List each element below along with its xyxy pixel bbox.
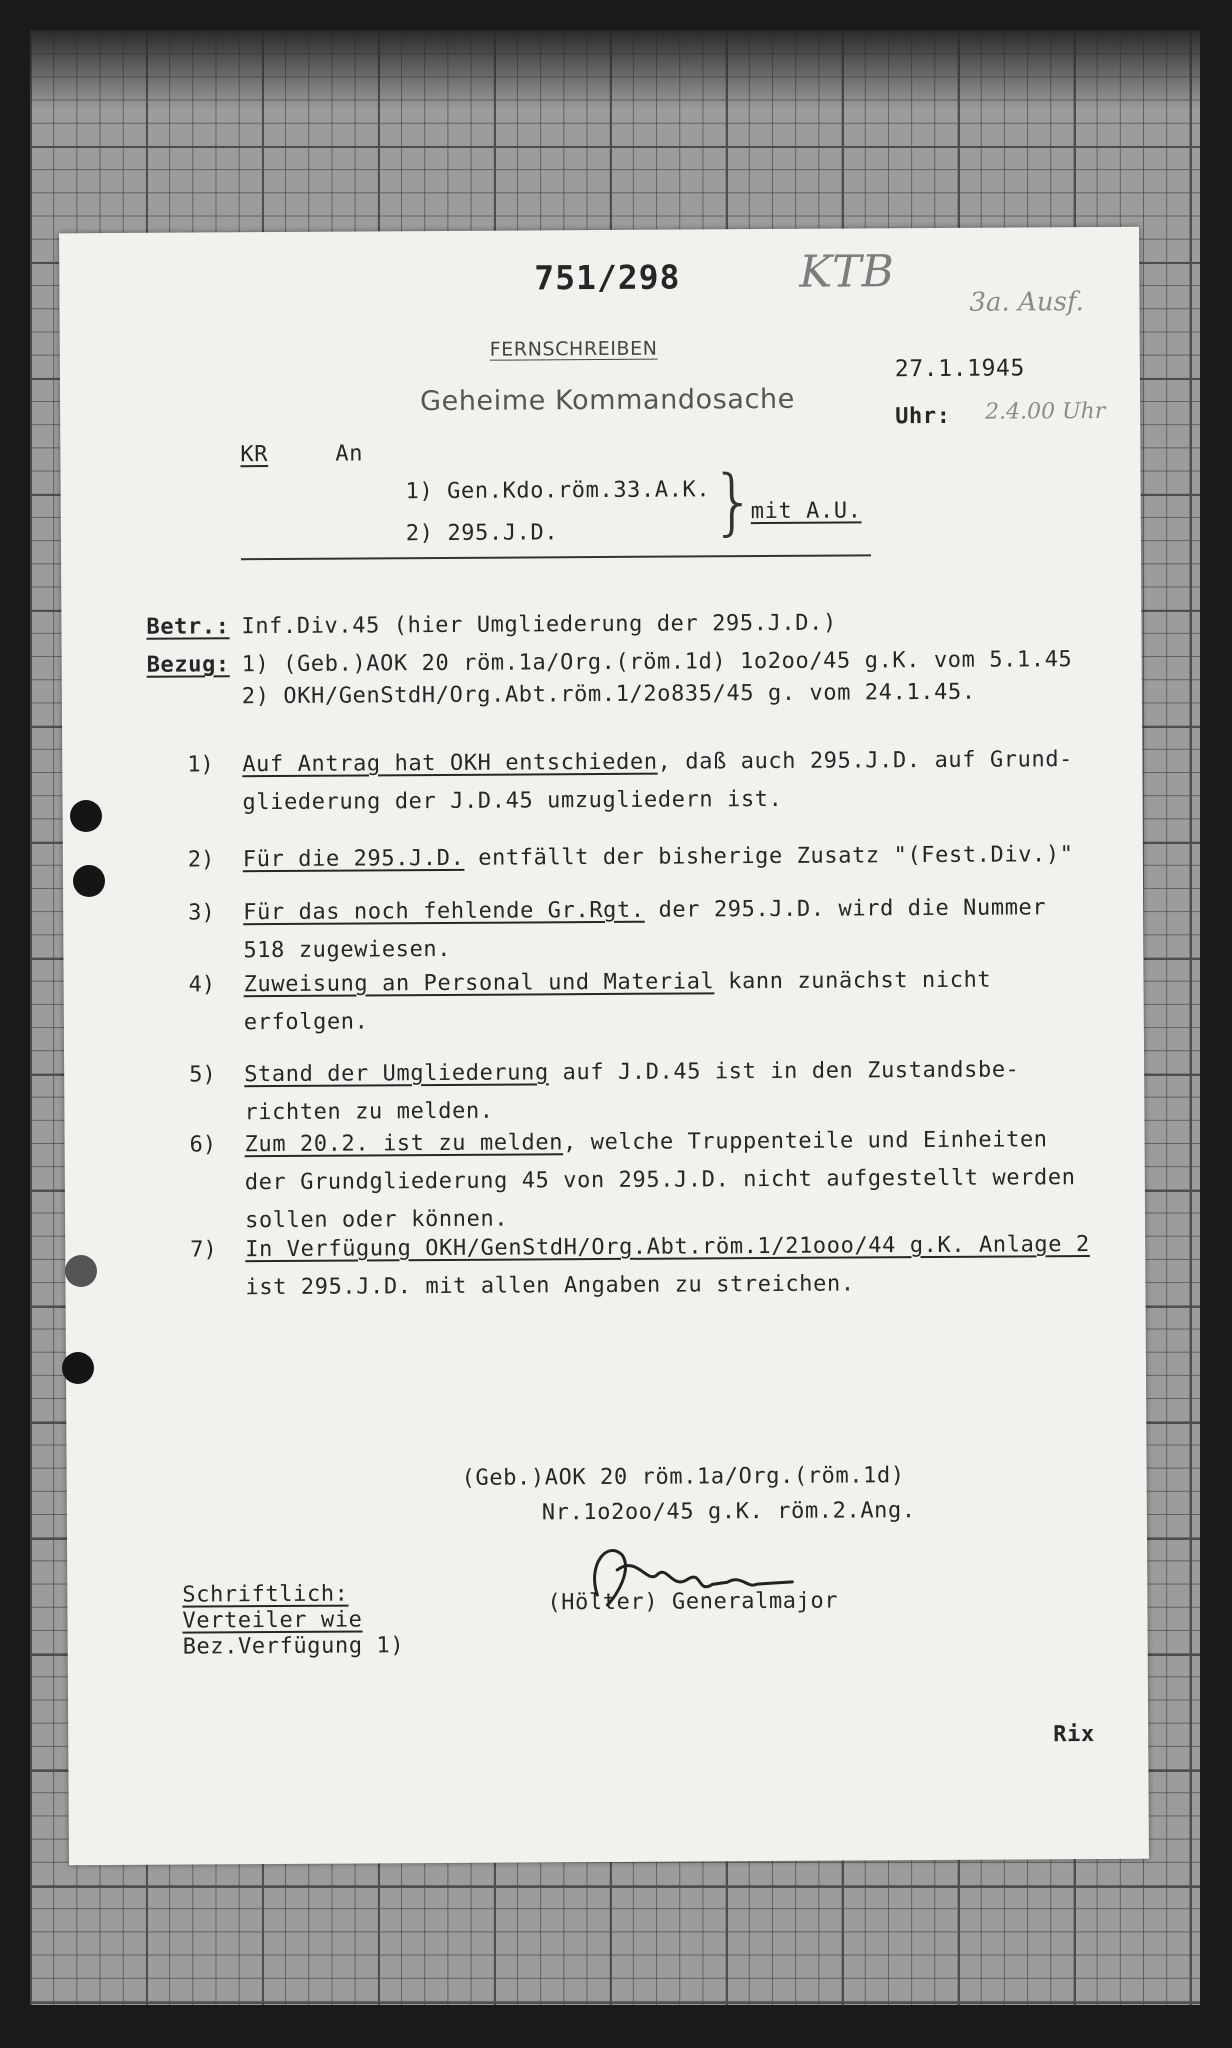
recipient-note: mit A.U.	[750, 498, 862, 525]
betr-text: Inf.Div.45 (hier Umgliederung der 295.J.D.)	[241, 610, 837, 640]
item-underlined-text: Für die 295.J.D.	[242, 845, 465, 873]
to-label: An	[335, 441, 364, 467]
recipient-1: 1) Gen.Kdo.röm.33.A.K.	[405, 477, 711, 505]
punch-hole	[65, 1255, 97, 1287]
betr-label: Betr.:	[146, 614, 230, 640]
time-label: Uhr:	[895, 403, 951, 430]
item-line	[242, 747, 1073, 777]
bezug-label: Bezug:	[146, 652, 230, 678]
item-underlined-text: Zuweisung an Personal und Material	[243, 969, 715, 998]
handwritten-note: 3a. Ausf.	[969, 287, 1084, 318]
item-line	[245, 1207, 508, 1234]
item-number: 1)	[187, 752, 214, 778]
item-number: 3)	[188, 900, 215, 926]
bezug-1: 1) (Geb.)AOK 20 röm.1a/Org.(röm.1d) 1o2oo/45 g.K. vom 5.1.45	[241, 647, 1073, 678]
photo-edge	[30, 30, 1200, 110]
item-line	[244, 968, 992, 998]
sender-line-1: (Geb.)AOK 20 röm.1a/Org.(röm.1d)	[461, 1463, 905, 1491]
item-line	[245, 1232, 1090, 1262]
recipient-2: 2) 295.J.D.	[405, 520, 559, 547]
typist-initials: Rix	[1053, 1722, 1095, 1748]
document-number: 751/298	[534, 257, 681, 298]
item-text: kann zunächst nicht	[714, 967, 992, 995]
item-text: auf J.D.45 ist in den Zustandsbe-	[548, 1057, 1020, 1086]
item-number: 5)	[189, 1062, 216, 1088]
item-text: richten zu melden.	[244, 1098, 494, 1126]
item-underlined-text: In Verfügung OKH/GenStdH/Org.Abt.röm.1/21ooo/44 g.K. Anlage 2	[245, 1232, 1090, 1263]
photo-background	[30, 30, 1200, 2005]
date: 27.1.1945	[894, 355, 1025, 383]
item-text: erfolgen.	[243, 1009, 369, 1036]
bezug-2: 2) OKH/GenStdH/Org.Abt.röm.1/2o835/45 g. vom 24.1.45.	[241, 679, 976, 710]
item-text: der Grundgliederung 45 von 295.J.D. nicht aufgestellt werden	[244, 1165, 1076, 1196]
kr-label: KR	[240, 442, 269, 468]
item-line	[245, 1165, 1076, 1195]
item-text: sollen oder können.	[244, 1206, 509, 1234]
item-line	[243, 895, 1046, 925]
item-line	[242, 787, 782, 815]
item-text: ist 295.J.D. mit allen Angaben zu streichen.	[245, 1271, 855, 1301]
distribution-1: Schriftlich:	[182, 1581, 349, 1608]
item-number: 6)	[189, 1132, 217, 1158]
punch-hole	[70, 800, 102, 832]
item-number: 7)	[190, 1237, 217, 1263]
item-number: 2)	[187, 847, 215, 873]
header-rule	[241, 554, 871, 560]
item-text: 518 zugewiesen.	[243, 936, 452, 964]
handwritten-ktb: KTB	[799, 246, 894, 298]
item-text: , daß auch 295.J.D. auf Grund-	[657, 747, 1074, 775]
stamp-fernschreiben: FERNSCHREIBEN	[489, 337, 658, 361]
item-underlined-text: Stand der Umgliederung	[244, 1060, 549, 1088]
item-line	[244, 1009, 369, 1035]
item-underlined-text: Auf Antrag hat OKH entschieden	[242, 749, 658, 778]
item-text: entfällt der bisherige Zusatz "(Fest.Div.)"	[464, 842, 1074, 871]
item-line	[245, 1127, 1048, 1157]
item-line	[244, 1099, 493, 1126]
document-sheet	[59, 227, 1149, 1866]
sender-line-2: Nr.1o2oo/45 g.K. röm.2.Ang.	[541, 1498, 916, 1526]
signer: (Hölter) Generalmajor	[547, 1588, 839, 1616]
item-underlined-text: Für das noch fehlende Gr.Rgt.	[243, 897, 645, 926]
item-text: , welche Truppenteile und Einheiten	[562, 1127, 1048, 1156]
item-line	[243, 842, 1074, 872]
item-line	[243, 937, 451, 963]
time-handwritten: 2.4.00 Uhr	[985, 398, 1106, 425]
item-text: gliederung der J.D.45 umzugliedern ist.	[242, 786, 783, 816]
distribution-3: Bez.Verfügung 1)	[182, 1633, 405, 1660]
item-number: 4)	[188, 972, 216, 998]
distribution-2: Verteiler wie	[182, 1607, 363, 1634]
item-underlined-text: Zum 20.2. ist zu melden	[244, 1130, 564, 1158]
item-line	[244, 1057, 1019, 1087]
recipient-brace: }	[710, 459, 758, 544]
punch-hole	[62, 1352, 94, 1384]
item-text: der 295.J.D. wird die Nummer	[644, 895, 1047, 923]
item-line	[245, 1271, 854, 1300]
punch-hole	[73, 865, 105, 897]
stamp-classification: Geheime Kommandosache	[419, 383, 795, 418]
